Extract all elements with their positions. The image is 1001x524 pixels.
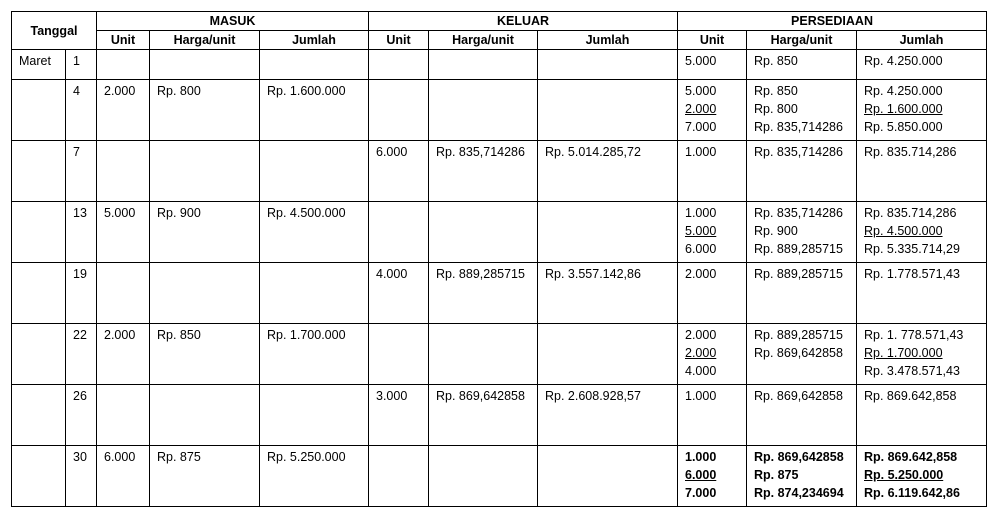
cell-masuk-unit: 2.000 [97, 80, 150, 141]
cell-persediaan-harga: Rp. 850 Rp. 800 Rp. 835,714286 [747, 80, 857, 141]
cell-masuk-jumlah [260, 141, 369, 202]
table-row [12, 324, 987, 385]
table-row [12, 385, 987, 446]
cell-keluar-harga: Rp. 835,714286 [429, 141, 538, 202]
header-row-groups [12, 12, 987, 31]
cell-keluar-unit [369, 80, 429, 141]
cell-bulan [12, 80, 66, 141]
cell-masuk-harga [150, 385, 260, 446]
cell-bulan [12, 202, 66, 263]
cell-tanggal: 22 [66, 324, 97, 385]
cell-persediaan-unit: 1.000 6.000 7.000 [678, 446, 747, 507]
cell-persediaan-unit: 2.000 2.000 4.000 [678, 324, 747, 385]
cell-keluar-jumlah [538, 324, 678, 385]
cell-persediaan-unit: 1.000 5.000 6.000 [678, 202, 747, 263]
cell-tanggal: 19 [66, 263, 97, 324]
cell-keluar-unit [369, 446, 429, 507]
cell-keluar-unit [369, 324, 429, 385]
cell-persediaan-unit: 1.000 [678, 385, 747, 446]
cell-bulan: Maret [12, 50, 66, 80]
cell-bulan [12, 263, 66, 324]
table-row [12, 80, 987, 141]
cell-tanggal: 1 [66, 50, 97, 80]
cell-persediaan-unit: 2.000 [678, 263, 747, 324]
cell-persediaan-jumlah: Rp. 835.714,286 Rp. 4.500.000 Rp. 5.335.714,29 [857, 202, 987, 263]
cell-masuk-unit [97, 263, 150, 324]
cell-persediaan-harga: Rp. 835,714286 [747, 141, 857, 202]
cell-persediaan-unit: 1.000 [678, 141, 747, 202]
header-masuk: MASUK [97, 12, 369, 31]
cell-masuk-harga [150, 141, 260, 202]
cell-persediaan-jumlah: Rp. 1. 778.571,43 Rp. 1.700.000 Rp. 3.478.571,43 [857, 324, 987, 385]
cell-keluar-harga [429, 202, 538, 263]
cell-persediaan-jumlah: Rp. 4.250.000 Rp. 1.600.000 Rp. 5.850.000 [857, 80, 987, 141]
cell-persediaan-jumlah: Rp. 869.642,858 [857, 385, 987, 446]
cell-masuk-harga [150, 263, 260, 324]
cell-persediaan-harga: Rp. 889,285715 [747, 263, 857, 324]
header-masuk-harga: Harga/unit [150, 31, 260, 50]
cell-tanggal: 13 [66, 202, 97, 263]
cell-bulan [12, 385, 66, 446]
cell-keluar-unit [369, 202, 429, 263]
cell-keluar-unit [369, 50, 429, 80]
cell-persediaan-harga: Rp. 869,642858 Rp. 875 Rp. 874,234694 [747, 446, 857, 507]
cell-masuk-harga: Rp. 850 [150, 324, 260, 385]
cell-keluar-harga: Rp. 889,285715 [429, 263, 538, 324]
cell-tanggal: 30 [66, 446, 97, 507]
cell-tanggal: 4 [66, 80, 97, 141]
header-tanggal: Tanggal [12, 12, 97, 50]
cell-masuk-jumlah: Rp. 1.600.000 [260, 80, 369, 141]
cell-masuk-unit: 5.000 [97, 202, 150, 263]
cell-tanggal: 7 [66, 141, 97, 202]
cell-masuk-unit: 2.000 [97, 324, 150, 385]
cell-persediaan-unit: 5.000 [678, 50, 747, 80]
cell-keluar-harga [429, 50, 538, 80]
cell-keluar-jumlah: Rp. 2.608.928,57 [538, 385, 678, 446]
cell-masuk-harga: Rp. 800 [150, 80, 260, 141]
cell-keluar-unit: 4.000 [369, 263, 429, 324]
header-keluar: KELUAR [369, 12, 678, 31]
cell-persediaan-harga: Rp. 835,714286 Rp. 900 Rp. 889,285715 [747, 202, 857, 263]
cell-masuk-jumlah [260, 263, 369, 324]
cell-keluar-harga [429, 80, 538, 141]
header-persediaan-unit: Unit [678, 31, 747, 50]
cell-masuk-jumlah: Rp. 1.700.000 [260, 324, 369, 385]
cell-masuk-unit [97, 50, 150, 80]
header-masuk-unit: Unit [97, 31, 150, 50]
table-row [12, 141, 987, 202]
cell-persediaan-harga: Rp. 850 [747, 50, 857, 80]
header-persediaan-jumlah: Jumlah [857, 31, 987, 50]
header-keluar-jumlah: Jumlah [538, 31, 678, 50]
header-keluar-harga: Harga/unit [429, 31, 538, 50]
cell-keluar-jumlah [538, 80, 678, 141]
cell-masuk-unit: 6.000 [97, 446, 150, 507]
cell-tanggal: 26 [66, 385, 97, 446]
cell-masuk-jumlah: Rp. 4.500.000 [260, 202, 369, 263]
header-persediaan-harga: Harga/unit [747, 31, 857, 50]
table-row [12, 263, 987, 324]
header-persediaan: PERSEDIAAN [678, 12, 987, 31]
cell-bulan [12, 324, 66, 385]
cell-keluar-jumlah: Rp. 3.557.142,86 [538, 263, 678, 324]
cell-persediaan-jumlah: Rp. 835.714,286 [857, 141, 987, 202]
cell-masuk-jumlah: Rp. 5.250.000 [260, 446, 369, 507]
header-masuk-jumlah: Jumlah [260, 31, 369, 50]
cell-keluar-unit: 3.000 [369, 385, 429, 446]
header-row-columns [12, 31, 987, 50]
cell-keluar-harga: Rp. 869,642858 [429, 385, 538, 446]
cell-masuk-harga [150, 50, 260, 80]
inventory-ledger-table [11, 11, 987, 507]
cell-masuk-harga: Rp. 900 [150, 202, 260, 263]
cell-persediaan-harga: Rp. 869,642858 [747, 385, 857, 446]
cell-masuk-jumlah [260, 385, 369, 446]
cell-keluar-jumlah [538, 446, 678, 507]
cell-persediaan-jumlah: Rp. 1.778.571,43 [857, 263, 987, 324]
table-row [12, 50, 987, 80]
cell-persediaan-jumlah: Rp. 4.250.000 [857, 50, 987, 80]
cell-bulan [12, 446, 66, 507]
cell-persediaan-harga: Rp. 889,285715 Rp. 869,642858 [747, 324, 857, 385]
cell-keluar-jumlah: Rp. 5.014.285,72 [538, 141, 678, 202]
cell-keluar-unit: 6.000 [369, 141, 429, 202]
header-keluar-unit: Unit [369, 31, 429, 50]
cell-masuk-unit [97, 141, 150, 202]
cell-keluar-harga [429, 446, 538, 507]
table-row [12, 202, 987, 263]
cell-persediaan-jumlah: Rp. 869.642,858 Rp. 5.250.000 Rp. 6.119.642,86 [857, 446, 987, 507]
cell-persediaan-unit: 5.000 2.000 7.000 [678, 80, 747, 141]
cell-masuk-unit [97, 385, 150, 446]
cell-keluar-jumlah [538, 202, 678, 263]
cell-masuk-harga: Rp. 875 [150, 446, 260, 507]
cell-keluar-jumlah [538, 50, 678, 80]
cell-masuk-jumlah [260, 50, 369, 80]
cell-keluar-harga [429, 324, 538, 385]
table-row [12, 446, 987, 507]
cell-bulan [12, 141, 66, 202]
